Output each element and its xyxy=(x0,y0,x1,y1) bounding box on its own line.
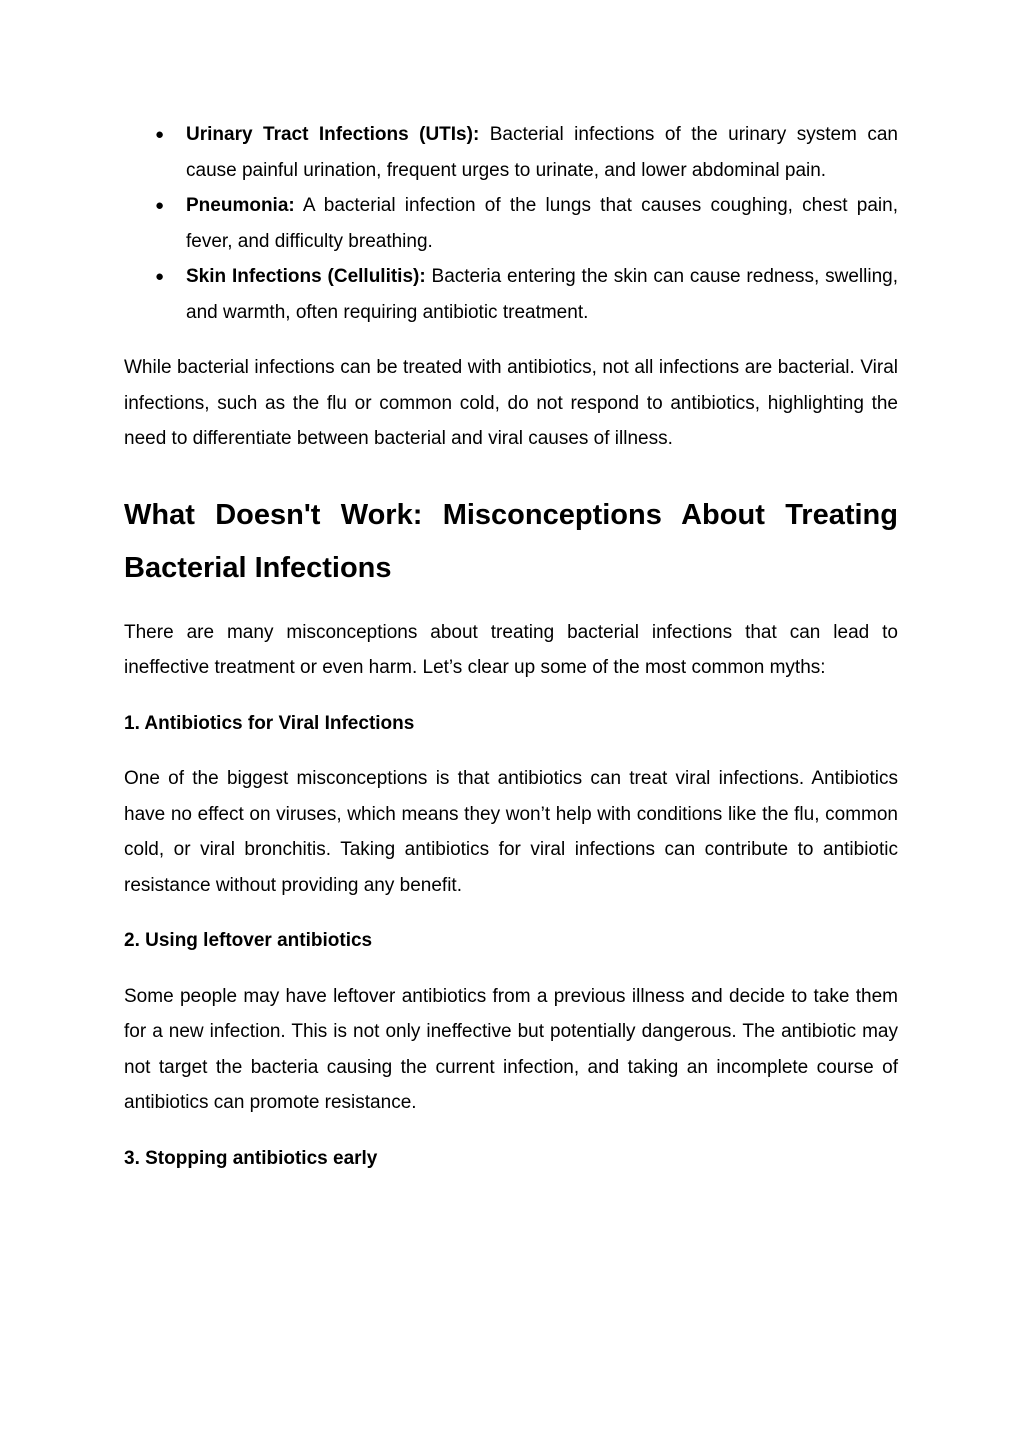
list-item-text: Bacterial infections of the urinary system can cause painful urination, frequent urges to urinate, and lower abdominal pain. xyxy=(186,124,898,181)
list-item-term: Urinary Tract Infections (UTIs): xyxy=(186,124,480,145)
list-item-text: Bacteria entering the skin can cause redness, swelling, and warmth, often requiring antibiotic treatment. xyxy=(186,266,898,323)
list-item xyxy=(124,259,898,330)
myth-2-title: 2. Using leftover antibiotics xyxy=(124,930,373,951)
bullet-icon: ● xyxy=(155,126,165,143)
myth-1-body: One of the biggest misconceptions is that antibiotics can treat viral infections. Antibiotics have no effect on viruses, which means they won’t help with conditions like the flu, common cold, or viral bronchitis. Taking antibiotics for viral infections can contribute to antibiotic resistance without providing any benefit. xyxy=(124,768,898,896)
myth-3-title: 3. Stopping antibiotics early xyxy=(124,1147,378,1169)
myth-2-body: Some people may have leftover antibiotics from a previous illness and decide to take them for a new infection. This is not only ineffective but potentially dangerous. The antibiotic may not target the bacteria causing the current infection, and taking an incomplete course of antibiotics can promote resistance. xyxy=(124,985,898,1113)
infection-list xyxy=(124,117,898,330)
list-item xyxy=(124,117,898,188)
document-page xyxy=(124,117,898,1176)
list-item-term: Skin Infections (Cellulitis): xyxy=(186,266,426,287)
list-item xyxy=(124,188,898,259)
section-intro-paragraph: There are many misconceptions about treating bacterial infections that can lead to ineffective treatment or even harm. Let’s clear up some of the most common myths: xyxy=(124,621,898,678)
intro-paragraph: While bacterial infections can be treated with antibiotics, not all infections are bacterial. Viral infections, such as the flu or common cold, do not respond to antibiotics, highlighting the need to differentiate between bacterial and viral causes of illness. xyxy=(124,357,898,449)
myth-1-title: 1. Antibiotics for Viral Infections xyxy=(124,712,415,734)
bullet-icon: ● xyxy=(155,268,165,285)
list-item-text: A bacterial infection of the lungs that causes coughing, chest pain, fever, and difficulty breathing. xyxy=(186,195,898,252)
bullet-icon: ● xyxy=(155,197,165,214)
list-item-term: Pneumonia: xyxy=(186,195,295,216)
section-heading: What Doesn't Work: Misconceptions About Treating Bacterial Infections xyxy=(124,498,898,584)
